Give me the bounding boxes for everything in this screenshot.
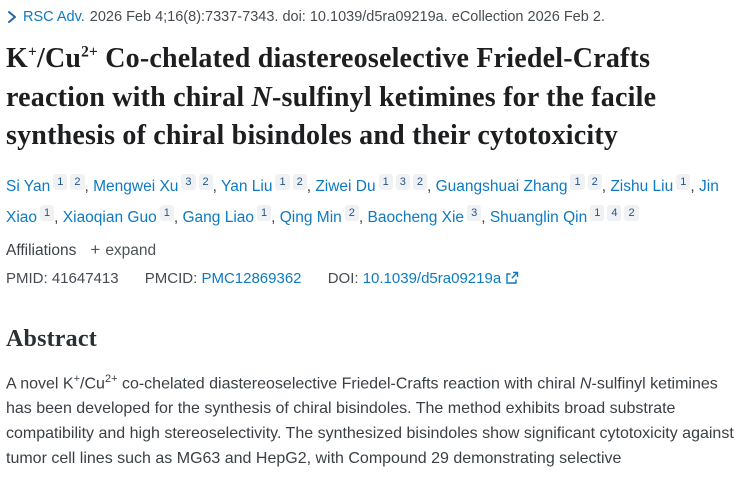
author-link[interactable]: Jin Xiao — [6, 177, 719, 226]
affiliation-badge[interactable]: 1 — [40, 205, 54, 221]
author-separator: , — [358, 208, 368, 226]
author — [6, 175, 94, 195]
identifiers-row — [6, 270, 740, 289]
author-separator: , — [271, 208, 280, 226]
pmcid-label: PMCID: — [144, 269, 198, 287]
authors-list — [6, 171, 740, 233]
author-link[interactable]: Si Yan — [6, 177, 51, 195]
chevron-right-icon — [6, 10, 18, 24]
author-link[interactable]: Yan Liu — [221, 177, 273, 195]
expand-affiliations-button[interactable] — [90, 242, 156, 260]
doi-link[interactable]: 10.1039/d5ra09219a — [363, 270, 519, 287]
doi-label: DOI: — [327, 269, 359, 287]
affiliation-badge[interactable]: 1 — [53, 174, 67, 190]
abstract-heading: Abstract — [6, 325, 97, 352]
external-link-icon — [505, 271, 519, 289]
doi-group — [328, 270, 519, 287]
plus-icon: + — [90, 240, 101, 260]
affiliation-badge[interactable]: 4 — [607, 205, 621, 221]
affiliation-badge[interactable]: 3 — [467, 205, 481, 221]
affiliation-badge[interactable]: 1 — [570, 174, 584, 190]
author — [489, 206, 639, 226]
author — [367, 206, 490, 226]
citation-row — [6, 9, 740, 25]
author-separator: , — [212, 177, 222, 195]
author-link[interactable]: Gang Liao — [182, 208, 254, 226]
affiliation-badge[interactable]: 2 — [345, 205, 359, 221]
pmcid-link[interactable]: PMC12869362 — [201, 269, 302, 287]
author — [182, 206, 280, 226]
author-link[interactable]: Shuanglin Qin — [489, 208, 588, 226]
author-separator: , — [173, 208, 183, 226]
citation-text: 2026 Feb 4;16(8):7337-7343. doi: 10.1039/d5ra09219a. eCollection 2026 Feb 2. — [89, 9, 605, 25]
author — [93, 175, 222, 195]
affiliation-badge[interactable]: 1 — [160, 205, 174, 221]
author-link[interactable]: Xiaoqian Guo — [62, 208, 157, 226]
author-separator: , — [426, 177, 436, 195]
affiliation-badge[interactable]: 1 — [379, 174, 393, 190]
affiliation-badge[interactable]: 1 — [676, 174, 690, 190]
author-link[interactable]: Guangshuai Zhang — [435, 177, 568, 195]
author-separator: , — [54, 208, 63, 226]
affiliation-badge[interactable]: 1 — [257, 205, 271, 221]
author — [62, 206, 183, 226]
affiliation-badge[interactable]: 2 — [624, 205, 638, 221]
author — [435, 175, 611, 195]
author-separator: , — [481, 208, 490, 226]
pmid-value: 41647413 — [51, 269, 119, 287]
author-link[interactable]: Ziwei Du — [315, 177, 376, 195]
author-link[interactable]: Zishu Liu — [610, 177, 674, 195]
article-title: $K^+/Cu^{2+}$ Co-chelated diastereoselective Friedel-Crafts reaction with chiral N-sulfinyl ketimines for the facile synthesis of chiral bisindoles and their cytotoxicity — [6, 43, 657, 152]
affiliation-badge[interactable]: 1 — [590, 205, 604, 221]
affiliation-badge[interactable]: 3 — [396, 174, 410, 190]
author-link[interactable]: Mengwei Xu — [93, 177, 179, 195]
author-separator: , — [306, 177, 316, 195]
author — [221, 175, 316, 195]
author-separator: , — [690, 177, 699, 195]
affiliation-badge[interactable]: 2 — [588, 174, 602, 190]
journal-link[interactable]: RSC Adv. — [23, 9, 85, 25]
author-link[interactable]: Baocheng Xie — [367, 208, 465, 226]
affiliation-badge[interactable]: 2 — [413, 174, 427, 190]
affiliation-badge[interactable]: 3 — [181, 174, 195, 190]
affiliation-badge[interactable]: 2 — [293, 174, 307, 190]
affiliation-badge[interactable]: 2 — [199, 174, 213, 190]
pmcid-group — [145, 270, 306, 287]
affiliation-badge[interactable]: 1 — [275, 174, 289, 190]
author-separator: , — [601, 177, 611, 195]
affiliation-badge[interactable]: 2 — [70, 174, 84, 190]
expand-label: expand — [105, 241, 157, 259]
affiliations-label: Affiliations — [6, 241, 77, 259]
author — [610, 175, 699, 195]
author — [315, 175, 436, 195]
author-link[interactable]: Qing Min — [279, 208, 342, 226]
pmid-label: PMID: — [6, 269, 48, 287]
author-separator: , — [84, 177, 94, 195]
author — [279, 206, 368, 226]
affiliations-row — [6, 242, 740, 260]
abstract-text: A novel $K^+/Cu^{2+}$ co-chelated diastereoselective Friedel-Crafts reaction with chiral N-sulfinyl ketimines has been developed for the synthesis of chiral bisindoles. The method exhibits broad substrate compatibility and high stereoselectivity. The synthesized bisindoles show significant cytotoxicity against tumor cell lines such as MG63 and HepG2, with Compound 29 demonstrating selective — [6, 372, 734, 468]
pmid-group — [6, 270, 123, 287]
